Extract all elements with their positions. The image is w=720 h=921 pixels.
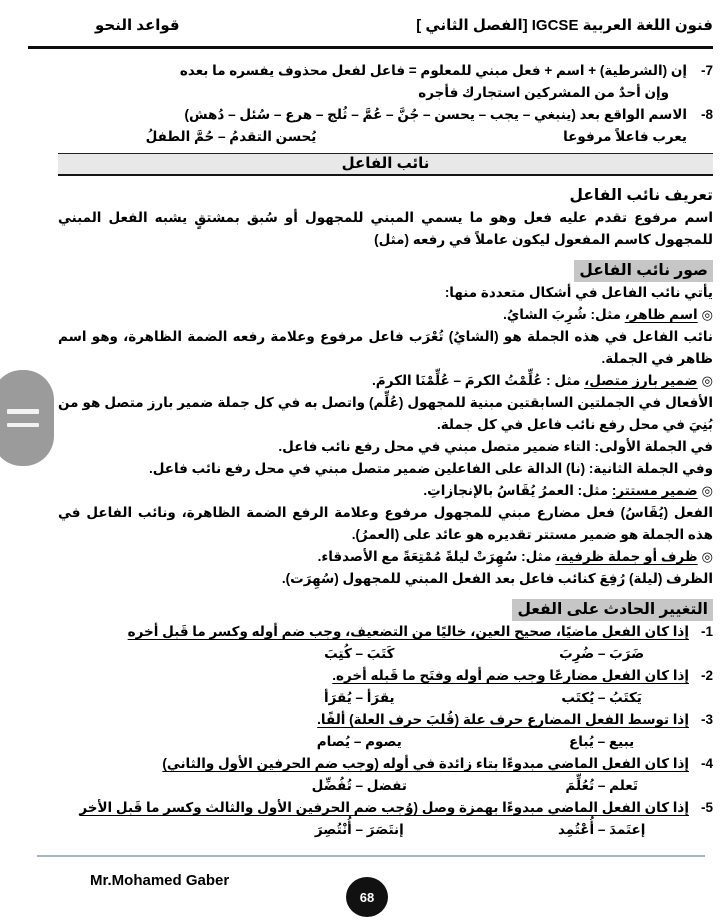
page-number: 68	[359, 889, 375, 905]
forms-heading	[58, 260, 713, 282]
rule-1	[58, 621, 713, 665]
example-pair: يَكتَبُ – يُكتَب	[561, 690, 642, 705]
rule-examples	[58, 687, 713, 709]
changes-heading	[58, 599, 713, 621]
author-name: Mr.Mohamed Gaber	[90, 872, 230, 889]
example-pair: يصوم – يُصام	[316, 734, 402, 749]
bullet-title: ضمير بارز متصل،	[584, 373, 698, 388]
rule-examples	[58, 731, 713, 753]
rule-text: إذا كان الفعل الماضي مبدوءًا بتاء زائدة في أوله (وجب ضم الحرفين الأول والثاني)	[162, 756, 689, 771]
rule-text: إذا كان الفعل مضارعًا وجب ضم أوله وفتَح ما قَبله أخره.	[332, 668, 689, 683]
header-divider	[28, 46, 713, 49]
item-text: الاسم الواقع بعد (ينبغي – يجب – يحسن – جُنَّ – عُمَّ – ثُلج – هرع – سُئل – دُهش)	[184, 107, 687, 122]
bullet-example: مثل: شُرِبَ الشايُ.	[503, 307, 621, 322]
bullseye-icon: ◎	[701, 307, 713, 322]
bullseye-icon: ◎	[701, 549, 713, 564]
example-pair: إعتَمدَ – أُعْتُمِد	[557, 822, 646, 837]
forms-heading-label: صور نائب الفاعل	[574, 260, 713, 282]
changes-heading-label: التغيير الحادث على الفعل	[512, 599, 713, 621]
sidebar-handle[interactable]	[0, 370, 54, 466]
definition-heading-label: تعريف نائب الفاعل	[569, 187, 713, 204]
item-text: إن (الشرطية) + اسم + فعل مبني للمعلوم = فاعل لفعل محذوف يفسره ما بعده	[179, 63, 687, 78]
example-pair: تَعلم – تُعُلِّمَ	[565, 778, 638, 793]
bullseye-icon: ◎	[701, 483, 713, 498]
definition-heading	[58, 185, 713, 207]
rule-number: 4-	[700, 756, 713, 771]
drag-handle-icon	[7, 423, 39, 428]
rule-5	[58, 797, 713, 841]
section-bar	[58, 153, 713, 176]
list-item-8	[58, 104, 713, 148]
item-notes	[58, 126, 687, 148]
rule-number: 3-	[700, 712, 713, 727]
rule-number: 5-	[700, 800, 713, 815]
bullet-explanation: في الجملة الأولى: التاء ضمير متصل مبني في محل رفع نائب فاعل.	[278, 439, 713, 454]
example-pair: كَتَبَ – كُتِبَ	[324, 646, 395, 661]
rule-examples	[58, 643, 713, 665]
rule-number: 1-	[700, 624, 713, 639]
item-number: 7-	[700, 63, 713, 78]
rule-3	[58, 709, 713, 753]
item-example: وإن أحدٌ من المشركين استجارك فأجره	[418, 85, 669, 100]
note-right: يعرب فاعلاً مرفوعا	[563, 129, 687, 144]
rule-examples	[58, 775, 713, 797]
drag-handle-icon	[7, 409, 39, 414]
forms-intro: يأتي نائب الفاعل في أشكال متعددة منها:	[444, 285, 713, 300]
list-item-7	[58, 60, 713, 104]
example-pair: يبيع – يُباع	[569, 734, 635, 749]
footer-divider	[37, 855, 705, 857]
bullet-connected-pronoun	[58, 370, 713, 392]
rule-number: 2-	[700, 668, 713, 683]
rule-4	[58, 753, 713, 797]
example-pair: يقرَأ – يُقرَأ	[323, 690, 395, 705]
example-pair: إنتَصَرَ – أُنْتُصِرَ	[314, 822, 404, 837]
header-course-title: فنون اللغة العربية IGCSE [الفصل الثاني ]	[416, 17, 713, 34]
bullet-example: مثل : عُلِّمْتُ الكرمَ – عُلِّمْنَا الكرمَ.	[372, 373, 581, 388]
note-center: يُحسن التقدمُ – حُمَّ الطفلُ	[145, 129, 317, 144]
header-section-title: قواعد النحو	[95, 17, 180, 34]
example-pair: تفضل – تُفُضِّل	[311, 778, 407, 793]
example-pair: ضَرَبَ – ضُرِبَ	[559, 646, 645, 661]
page-number-badge	[346, 877, 388, 917]
bullet-example: مثل: العمرُ يُقَاسُ بالإنجازاتِ.	[423, 483, 609, 498]
bullet-title: ظرف أو جملة ظرفية،	[555, 549, 698, 564]
definition-body: اسم مرفوع تقدم عليه فعل وهو ما يسمي المبني للمجهول أو سُبق بمشتقٍ يشبه الفعل المبني للمجهول كاسم المفعول ليكون عاملاً في رفعه (مثل)	[58, 210, 713, 247]
item-number: 8-	[700, 107, 713, 122]
bullet-title: اسم ظاهر،	[624, 307, 698, 322]
rule-examples	[58, 819, 713, 841]
bullet-explanation: الأفعال في الجملتين السابقتين مبنية للمجهول (عُلِّم) واتصل به في كل جملة ضمير بارز متصل هو من بُنِيَ في محل رفع نائب فاعل في كل جملة.	[58, 395, 713, 432]
bullet-example: مثل: سُهِرَتْ ليلةً مُمْتِعَةً مع الأصدقاء.	[317, 549, 552, 564]
bullet-explanation: الفعل (يُقَاسُ) فعل مضارع مبني للمجهول مرفوع وعلامة الرفع الضمة الظاهرة، ونائب الفاعل في هذه الجملة هو ضمير مستتر تقديره هو عائد على (العمرُ).	[58, 505, 713, 542]
bullet-explanation: وفي الجملة الثانية: (نا) الدالة على الفاعلين ضمير متصل مبني في محل رفع نائب فاعل.	[148, 461, 713, 476]
bullet-hidden-pronoun	[58, 480, 713, 502]
bullet-adverbial	[58, 546, 713, 568]
bullet-title: ضمير مستتر:	[611, 483, 698, 498]
bullet-explanation: نائب الفاعل في هذه الجملة هو (الشايُ) تُعْرَب فاعل مرفوع وعلامة رفعه الضمة الظاهرة، وهو اسم ظاهر في الجملة.	[58, 329, 713, 366]
bullet-apparent-noun	[58, 304, 713, 326]
bullseye-icon: ◎	[701, 373, 713, 388]
rule-text: إذا كان الفعل ماضيًا، صحيح العين، خاليًا من التضعيف، وجب ضم أوله وكسر ما قَبل أخره	[127, 624, 689, 639]
page-content	[58, 60, 713, 841]
rule-text: إذا توسط الفعل المضارع حرف علة (قُلبَ حرف العلة) ألفًا.	[317, 712, 689, 727]
section-bar-title: نائب الفاعل	[341, 155, 430, 172]
page-header	[95, 16, 713, 34]
rule-text: إذا كان الفعل الماضي مبدوءًا بهمزة وصل (وُجب ضم الحرفين الأول والثالث وكسر ما قَبل الأخر	[79, 800, 689, 815]
rule-2	[58, 665, 713, 709]
bullet-explanation: الظرف (ليلة) رُفِعَ كنائب فاعل بعد الفعل المبني للمجهول (سُهِرَت).	[281, 571, 713, 586]
